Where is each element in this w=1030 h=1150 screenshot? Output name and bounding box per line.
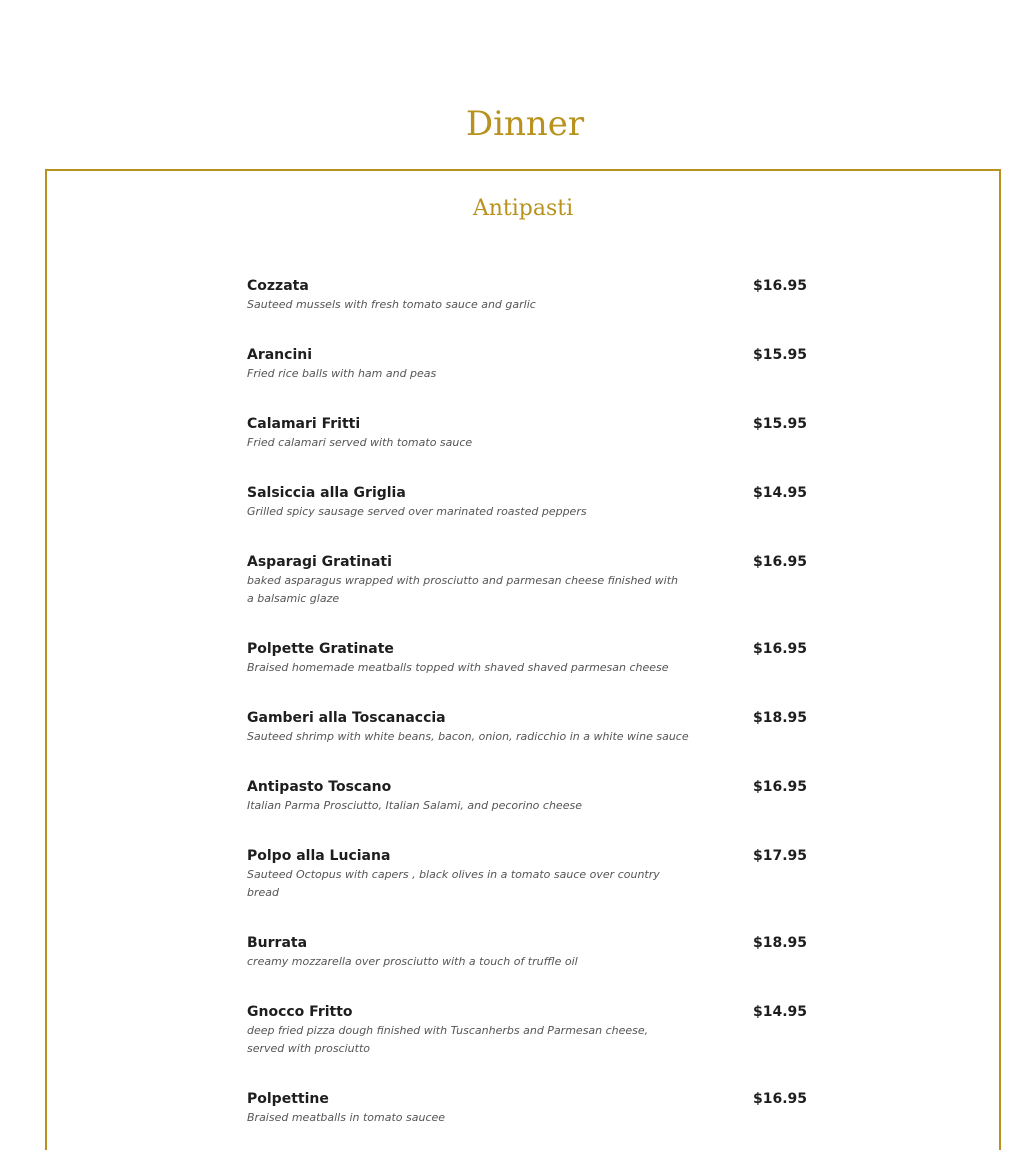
menu-item [247,847,807,902]
menu-item-description: Braised meatballs in tomato saucee [247,1111,446,1124]
menu-item-name: Polpo alla Luciana [247,848,391,864]
menu-item [247,553,807,608]
menu-item-description: Braised homemade meatballs topped with shaved shaved parmesan cheese [247,661,669,674]
menu-item-description: Sauteed mussels with fresh tomato sauce and garlic [247,298,536,311]
menu-item-price: $18.95 [752,710,807,726]
page-title: Dinner [465,104,585,144]
menu-item-price: $17.95 [752,848,807,864]
menu-item [247,1090,807,1127]
menu-item-price: $16.95 [752,641,807,657]
menu-item-price: $16.95 [752,278,807,294]
section-title: Antipasti [472,196,574,221]
menu-item-name: Salsiccia alla Griglia [247,485,406,501]
menu-item-price: $16.95 [752,779,807,795]
menu-item [247,778,807,815]
menu-item-price: $16.95 [752,1091,807,1107]
menu-item [247,415,807,452]
menu-item-name: Polpette Gratinate [247,641,394,657]
menu-item-name: Cozzata [247,278,309,294]
menu-item-price: $15.95 [752,416,807,432]
menu-section-box [45,169,1001,1150]
menu-item-name: Antipasto Toscano [247,779,392,795]
menu-item [247,484,807,521]
menu-item-description: Grilled spicy sausage served over marinated roasted peppers [247,505,587,518]
menu-item-description: Sauteed shrimp with white beans, bacon, onion, radicchio in a white wine sauce [247,730,689,743]
menu-item-name: Arancini [247,347,313,363]
menu-item-price: $16.95 [752,554,807,570]
menu-item-name: Gnocco Fritto [247,1004,353,1020]
menu-item-name: Asparagi Gratinati [247,554,392,570]
menu-item [247,934,807,971]
menu-item-price: $14.95 [752,485,807,501]
menu-item [247,277,807,314]
menu-item-name: Calamari Fritti [247,416,361,432]
menu-item-name: Gamberi alla Toscanaccia [247,710,446,726]
menu-item-description: Italian Parma Prosciutto, Italian Salami, and pecorino cheese [247,799,582,812]
menu-item [247,640,807,677]
menu-item-description: deep fried pizza dough finished with Tuscanherbs and Parmesan cheese, served with prosciutto [247,1024,649,1055]
menu-item-price: $14.95 [752,1004,807,1020]
menu-item [247,1003,807,1058]
menu-item [247,709,807,746]
menu-item-name: Polpettine [247,1091,329,1107]
menu-item-description: creamy mozzarella over prosciutto with a touch of truffle oil [247,955,578,968]
menu-item-description: baked asparagus wrapped with prosciutto and parmesan cheese finished with a balsamic glaze [247,574,679,605]
menu-item-description: Sauteed Octopus with capers , black olives in a tomato sauce over country bread [247,868,660,899]
menu-item-description: Fried rice balls with ham and peas [247,367,437,380]
menu-item-price: $18.95 [752,935,807,951]
menu-item-description: Fried calamari served with tomato sauce [247,436,473,449]
menu-item-price: $15.95 [752,347,807,363]
menu-item-name: Burrata [247,935,308,951]
menu-item [247,346,807,383]
